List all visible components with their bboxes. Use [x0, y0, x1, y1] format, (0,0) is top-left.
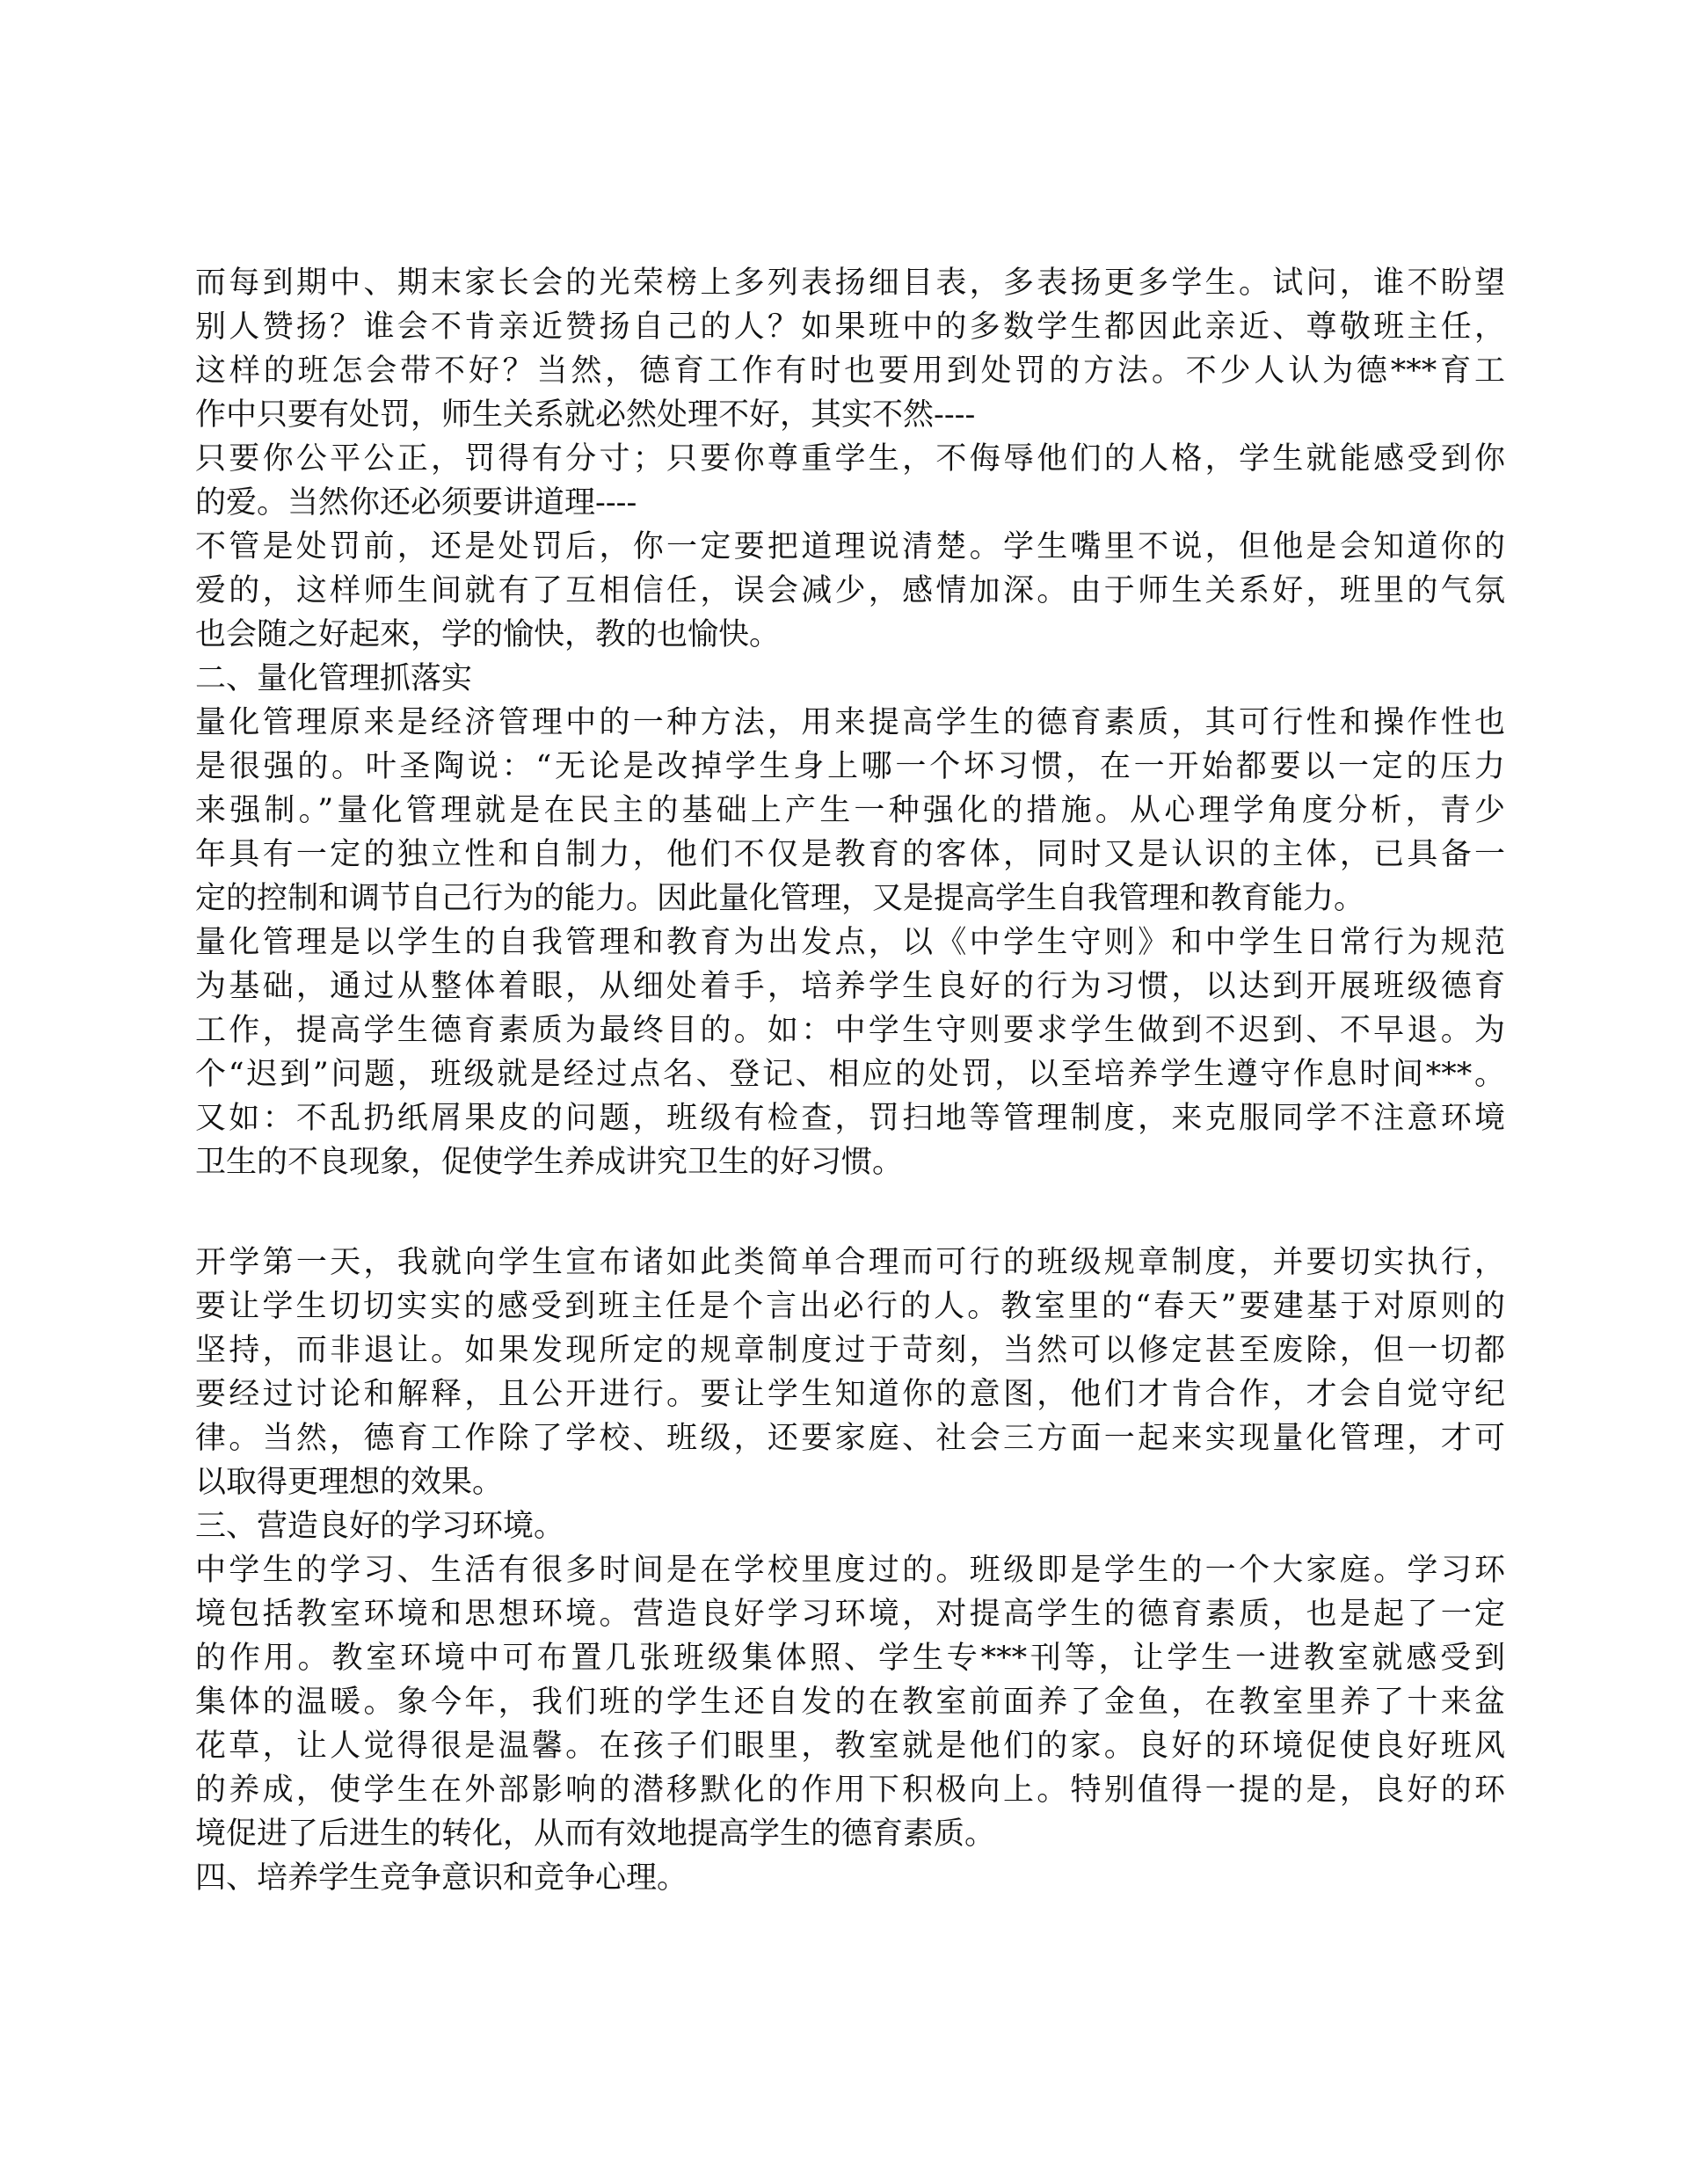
text-line: 爱的，这样师生间就有了互相信任，误会减少，感情加深。由于师生关系好，班里的气氛 — [195, 573, 1505, 608]
text-line: 要让学生切切实实的感受到班主任是个言出必行的人。教室里的“春天”要建基于对原则的 — [195, 1289, 1505, 1324]
text-line: 要经过讨论和解释，且公开进行。要让学生知道你的意图，他们才肯合作，才会自觉守纪 — [195, 1377, 1505, 1412]
text-line: 三、营造良好的学习环境。 — [195, 1509, 565, 1544]
text-line: 定的控制和调节自己行为的能力。因此量化管理，又是提高学生自我管理和教育能力。 — [195, 881, 1365, 916]
text-line: 花草，让人觉得很是温馨。在孩子们眼里，教室就是他们的家。良好的环境促使良好班风 — [195, 1729, 1505, 1764]
text-line: 而每到期中、期末家长会的光荣榜上多列表扬细目表，多表扬更多学生。试问，谁不盼望 — [195, 266, 1505, 301]
text-line: 个“迟到”问题，班级就是经过点名、登记、相应的处罚，以至培养学生遵守作息时间***。 — [195, 1057, 1505, 1092]
text-line: 工作，提高学生德育素质为最终目的。如：中学生守则要求学生做到不迟到、不早退。为 — [195, 1013, 1505, 1048]
text-line: 的养成，使学生在外部影响的潜移默化的作用下积极向上。特别值得一提的是，良好的环 — [195, 1773, 1505, 1808]
text-block — [195, 1241, 1505, 1900]
text-line: 这样的班怎会带不好？当然，德育工作有时也要用到处罚的方法。不少人认为德***育工 — [195, 353, 1505, 389]
text-line: 不管是处罚前，还是处罚后，你一定要把道理说清楚。学生嘴里不说，但他是会知道你的 — [195, 529, 1505, 564]
text-line: 律。当然，德育工作除了学校、班级，还要家庭、社会三方面一起来实现量化管理，才可 — [195, 1421, 1505, 1456]
text-line: 境包括教室环境和思想环境。营造良好学习环境，对提高学生的德育素质，也是起了一定 — [195, 1597, 1505, 1632]
text-line: 集体的温暖。象今年，我们班的学生还自发的在教室前面养了金鱼，在教室里养了十来盆 — [195, 1685, 1505, 1720]
text-block — [195, 261, 1505, 1184]
text-line: 境促进了后进生的转化，从而有效地提高学生的德育素质。 — [195, 1816, 996, 1852]
text-line: 卫生的不良现象，促使学生养成讲究卫生的好习惯。 — [195, 1145, 904, 1180]
text-line: 又如：不乱扔纸屑果皮的问题，班级有检查，罚扫地等管理制度，来克服同学不注意环境 — [195, 1101, 1505, 1136]
text-line: 为基础，通过从整体着眼，从细处着手，培养学生良好的行为习惯，以达到开展班级德育 — [195, 969, 1505, 1004]
text-line: 以取得更理想的效果。 — [195, 1465, 504, 1500]
text-line: 二、量化管理抓落实 — [195, 661, 473, 696]
text-line: 开学第一天，我就向学生宣布诸如此类简单合理而可行的班级规章制度，并要切实执行， — [195, 1245, 1505, 1280]
text-line: 也会随之好起來，学的愉快，教的也愉快。 — [195, 617, 781, 652]
text-line: 量化管理原来是经济管理中的一种方法，用来提高学生的德育素质，其可行性和操作性也 — [195, 705, 1505, 740]
text-line: 只要你公平公正，罚得有分寸；只要你尊重学生，不侮辱他们的人格，学生就能感受到你 — [195, 441, 1505, 477]
text-line: 量化管理是以学生的自我管理和教育为出发点，以《中学生守则》和中学生日常行为规范 — [195, 925, 1505, 960]
text-line: 的作用。教室环境中可布置几张班级集体照、学生专***刊等，让学生一进教室就感受到 — [195, 1641, 1505, 1676]
text-line: 坚持，而非退让。如果发现所定的规章制度过于苛刻，当然可以修定甚至废除，但一切都 — [195, 1333, 1505, 1368]
text-line: 是很强的。叶圣陶说：“无论是改掉学生身上哪一个坏习惯，在一开始都要以一定的压力 — [195, 749, 1505, 784]
text-line: 中学生的学习、生活有很多时间是在学校里度过的。班级即是学生的一个大家庭。学习环 — [195, 1553, 1505, 1588]
text-line: 别人赞扬？谁会不肯亲近赞扬自己的人？如果班中的多数学生都因此亲近、尊敬班主任， — [195, 309, 1505, 345]
text-line: 年具有一定的独立性和自制力，他们不仅是教育的客体，同时又是认识的主体，已具备一 — [195, 837, 1505, 872]
text-line: 作中只要有处罚，师生关系就必然处理不好，其实不然---- — [195, 397, 976, 433]
text-line: 四、培养学生竞争意识和竞争心理。 — [195, 1860, 688, 1896]
text-line: 的爱。当然你还必须要讲道理---- — [195, 485, 637, 521]
text-line: 来强制。”量化管理就是在民主的基础上产生一种强化的措施。从心理学角度分析，青少 — [195, 793, 1505, 828]
